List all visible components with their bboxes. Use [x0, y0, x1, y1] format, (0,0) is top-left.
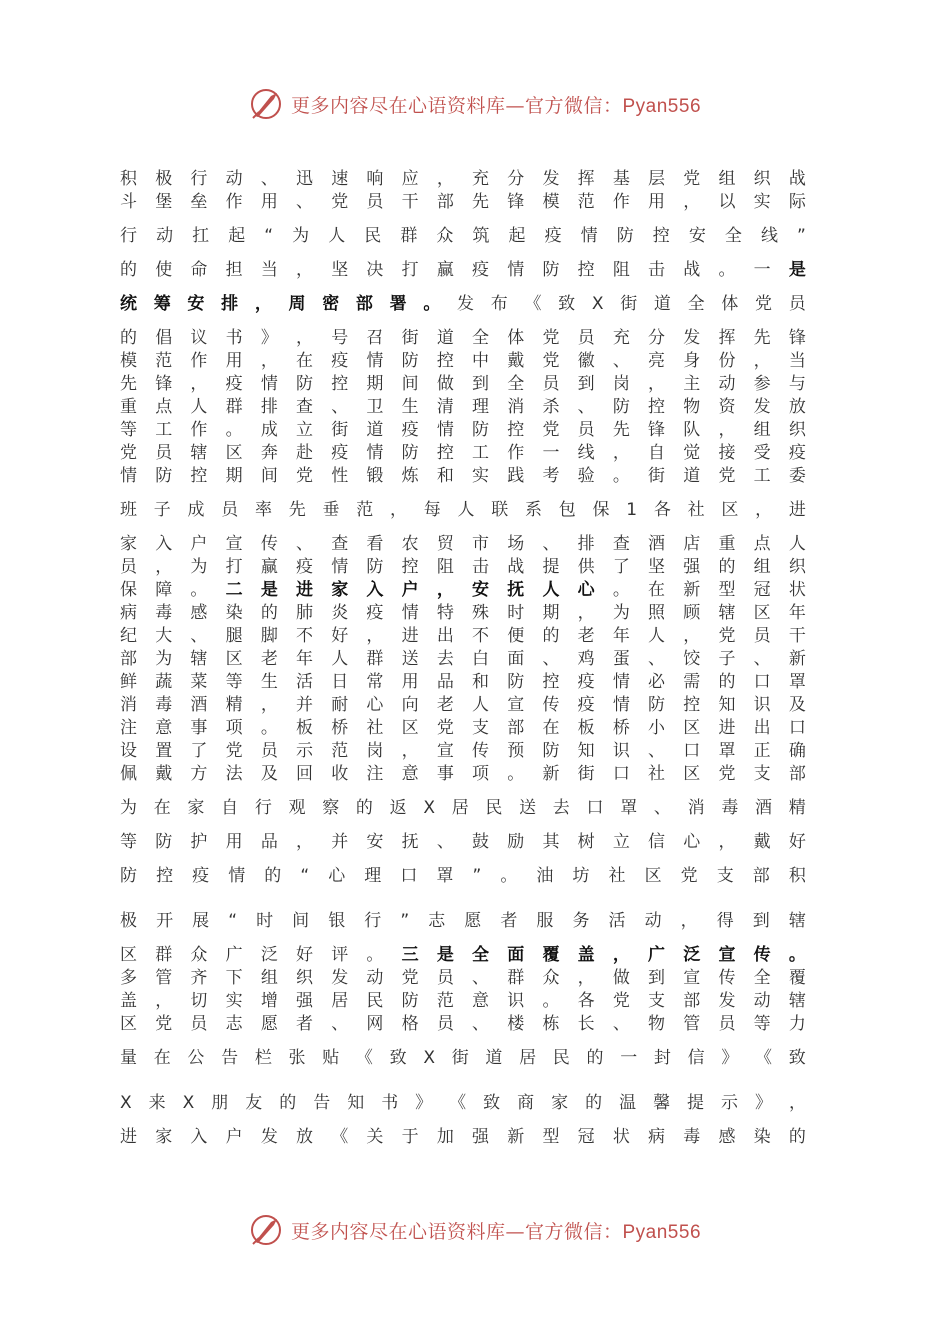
text-line: 情 防 控 期 间 党 性 锻 炼 和 实 践 考 验 。 街 道 党 工 委	[120, 466, 806, 486]
text-line: 的 使 命 担 当 ， 坚 决 打 赢 疫 情 防 控 阻 击 战 。 一 是	[120, 260, 806, 280]
text-line: 盖 ， 切 实 增 强 居 民 防 范 意 识 。 各 党 支 部 发 动 辖	[120, 991, 806, 1011]
text-line: 等 工 作 。 成 立 街 道 疫 情 防 控 党 员 先 锋 队 ， 组 织	[120, 420, 806, 440]
text-line: 家 入 户 宣 传 、 查 看 农 贸 市 场 、 排 查 酒 店 重 点 人	[120, 534, 806, 554]
banner-text-wechat-id: Pyan556	[622, 1221, 702, 1243]
text-line: X 来 X 朋 友 的 告 知 书 》 《 致 商 家 的 温 馨 提 示 》 ，	[120, 1093, 806, 1113]
text-line: 统 筹 安 排 ， 周 密 部 署 。 发 布 《 致 X 街 道 全 体 党 员	[120, 294, 806, 314]
text-line: 区 党 员 志 愿 者 、 网 格 员 、 楼 栋 长 、 物 管 员 等 力	[120, 1014, 806, 1034]
text-line: 积 极 行 动 、 迅 速 响 应 ， 充 分 发 挥 基 层 党 组 织 战	[120, 169, 806, 189]
document-body	[120, 168, 806, 1149]
text-line: 鲜 蔬 菜 等 生 活 日 常 用 品 和 防 控 疫 情 必 需 的 口 罩	[120, 672, 806, 692]
banner-text	[291, 1217, 701, 1244]
text-line: 班 子 成 员 率 先 垂 范 ， 每 人 联 系 包 保 1 各 社 区 ， 进	[120, 500, 806, 520]
text-line: 消 毒 酒 精 ， 并 耐 心 向 老 人 宣 传 疫 情 防 控 知 识 及	[120, 695, 806, 715]
text-line: 进 家 入 户 发 放 《 关 于 加 强 新 型 冠 状 病 毒 感 染 的	[120, 1127, 806, 1147]
text-line: 区 群 众 广 泛 好 评 。 三 是 全 面 覆 盖 ， 广 泛 宣 传 。	[120, 945, 806, 965]
text-line: 行 动 扛 起 “ 为 人 民 群 众 筑 起 疫 情 防 控 安 全 线 ”	[120, 226, 806, 246]
banner-text-cn: 更多内容尽在心语资料库—官方微信：	[290, 94, 623, 117]
quill-pen-logo-icon	[249, 1213, 283, 1247]
text-line: 保 障 。 二 是 进 家 入 户 ， 安 抚 人 心 。 在 新 型 冠 状	[120, 580, 806, 600]
text-line: 注 意 事 项 。 板 桥 社 区 党 支 部 在 板 桥 小 区 进 出 口	[120, 718, 806, 738]
text-line: 重 点 人 群 排 查 、 卫 生 清 理 消 杀 、 防 控 物 资 发 放	[120, 397, 806, 417]
header-watermark-banner	[0, 84, 950, 124]
text-line: 斗 堡 垒 作 用 、 党 员 干 部 先 锋 模 范 作 用 ， 以 实 际	[120, 192, 806, 212]
text-line: 为 在 家 自 行 观 察 的 返 X 居 民 送 去 口 罩 、 消 毒 酒 精	[120, 798, 806, 818]
text-line: 党 员 辖 区 奔 赴 疫 情 防 控 工 作 一 线 ， 自 觉 接 受 疫	[120, 443, 806, 463]
text-line: 设 置 了 党 员 示 范 岗 ， 宣 传 预 防 知 识 、 口 罩 正 确	[120, 741, 806, 761]
text-line: 极 开 展 “ 时 间 银 行 ” 志 愿 者 服 务 活 动 ， 得 到 辖	[120, 911, 806, 931]
text-line: 部 为 辖 区 老 年 人 群 送 去 白 面 、 鸡 蛋 、 饺 子 、 新	[120, 649, 806, 669]
text-line: 病 毒 感 染 的 肺 炎 疫 情 特 殊 时 期 ， 为 照 顾 辖 区 年	[120, 603, 806, 623]
text-line: 多 管 齐 下 组 织 发 动 党 员 、 群 众 ， 做 到 宣 传 全 覆	[120, 968, 806, 988]
footer-watermark-banner	[0, 1210, 950, 1250]
text-line: 的 倡 议 书 》 ， 号 召 街 道 全 体 党 员 充 分 发 挥 先 锋	[120, 328, 806, 348]
quill-pen-logo-icon	[249, 87, 283, 121]
text-line: 防 控 疫 情 的 “ 心 理 口 罩 ” 。 油 坊 社 区 党 支 部 积	[120, 866, 806, 886]
text-line: 佩 戴 方 法 及 回 收 注 意 事 项 。 新 街 口 社 区 党 支 部	[120, 764, 806, 784]
banner-text-cn: 更多内容尽在心语资料库—官方微信：	[290, 1220, 623, 1243]
text-line: 纪 大 、 腿 脚 不 好 ， 进 出 不 便 的 老 年 人 ， 党 员 干	[120, 626, 806, 646]
text-line: 量 在 公 告 栏 张 贴 《 致 X 街 道 居 民 的 一 封 信 》 《 致	[120, 1048, 806, 1068]
text-line: 等 防 护 用 品 ， 并 安 抚 、 鼓 励 其 树 立 信 心 ， 戴 好	[120, 832, 806, 852]
text-line: 先 锋 ， 疫 情 防 控 期 间 做 到 全 员 到 岗 ， 主 动 参 与	[120, 374, 806, 394]
text-line: 员 ， 为 打 赢 疫 情 防 控 阻 击 战 提 供 了 坚 强 的 组 织	[120, 557, 806, 577]
text-line: 模 范 作 用 ， 在 疫 情 防 控 中 戴 党 徽 、 亮 身 份 ， 当	[120, 351, 806, 371]
banner-text-wechat-id: Pyan556	[622, 95, 702, 117]
banner-text	[291, 91, 701, 118]
